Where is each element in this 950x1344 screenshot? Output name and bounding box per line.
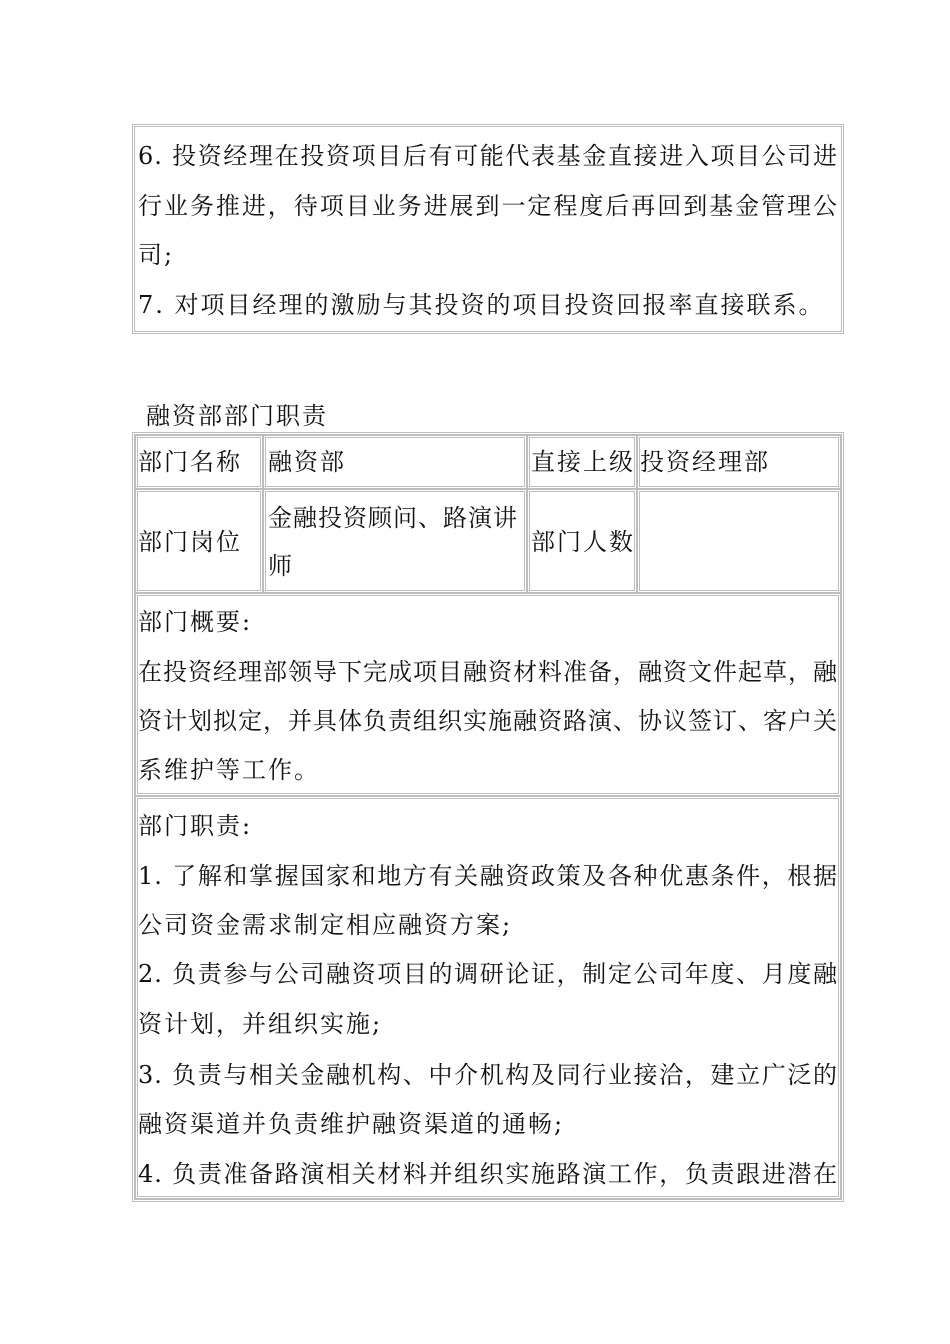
- headcount-label: 部门人数: [531, 528, 635, 556]
- duties-label: 部门职责:: [138, 812, 253, 840]
- item6-line2: 行业务推进，待项目业务进展到一定程度后再回到基金管理公: [138, 192, 838, 220]
- overview-label: 部门概要:: [138, 608, 253, 636]
- overview-line1: 在投资经理部领导下完成项目融资材料准备，融资文件起草，融: [138, 658, 838, 686]
- item6-line3: 司;: [138, 241, 175, 269]
- positions-value-line2: 师: [268, 552, 294, 580]
- positions-value-line1: 金融投资顾问、路演讲: [268, 504, 518, 532]
- cell-headcount-value: [637, 489, 841, 593]
- duty4-line1: 4. 负责准备路演相关材料并组织实施路演工作，负责跟进潜在: [138, 1160, 838, 1188]
- section-title: 融资部部门职责: [146, 402, 328, 430]
- superior-value: 投资经理部: [640, 448, 770, 476]
- item6-line1: 6. 投资经理在投资项目后有可能代表基金直接进入项目公司进: [138, 142, 838, 170]
- overview-line3: 系维护等工作。: [138, 756, 320, 784]
- dept-name-label: 部门名称: [138, 448, 242, 476]
- positions-label: 部门岗位: [138, 528, 242, 556]
- overview-line2: 资计划拟定，并具体负责组织实施融资路演、协议签订、客户关: [138, 707, 838, 735]
- duty2-line2: 资计划，并组织实施;: [138, 1010, 383, 1038]
- duty3-line1: 3. 负责与相关金融机构、中介机构及同行业接洽，建立广泛的: [138, 1061, 838, 1089]
- duty1-line2: 公司资金需求制定相应融资方案;: [138, 911, 513, 939]
- duty1-line1: 1. 了解和掌握国家和地方有关融资政策及各种优惠条件，根据: [138, 862, 838, 890]
- superior-label: 直接上级: [531, 448, 635, 476]
- duty3-line2: 融资渠道并负责维护融资渠道的通畅;: [138, 1110, 565, 1138]
- duty2-line1: 2. 负责参与公司融资项目的调研论证，制定公司年度、月度融: [138, 960, 838, 988]
- dept-name-value: 融资部: [268, 448, 346, 476]
- item7: 7. 对项目经理的激励与其投资的项目投资回报率直接联系。: [138, 291, 825, 319]
